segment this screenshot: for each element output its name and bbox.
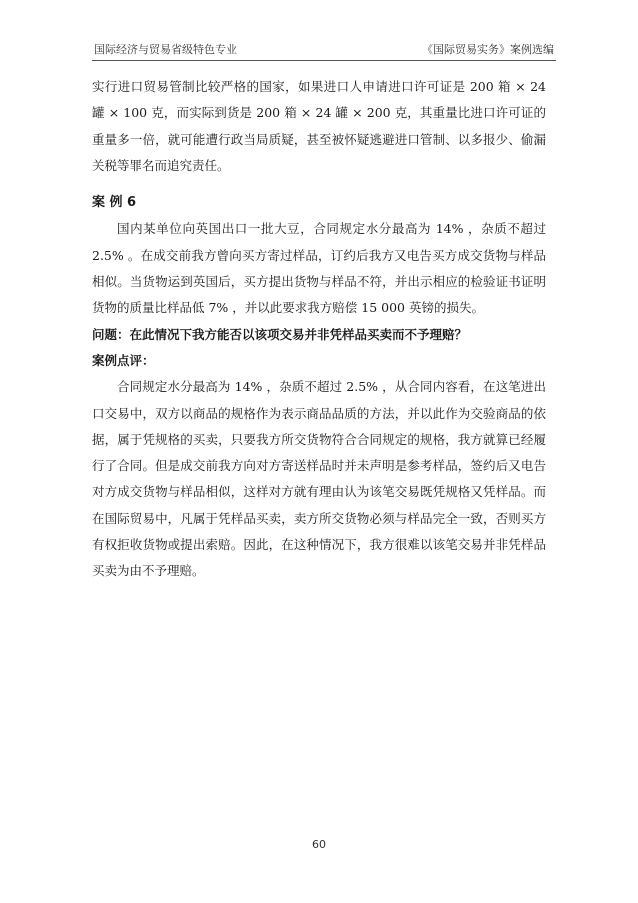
case-review-label: 案例点评： xyxy=(92,352,155,368)
case-question: 问题：在此情况下我方能否以该项交易并非凭样品买卖而不予理赔？ xyxy=(92,326,468,342)
header-divider xyxy=(92,60,556,61)
header-left-text: 国际经济与贸易省级特色专业 xyxy=(94,43,237,56)
case-body: 国内某单位向英国出口一批大豆，合同规定水分最高为 14% ，杂质不超过 2.5% 。在成交前我方曾向买方寄过样品，订约后我方又电告买方成交货物与样品相似。当货物运到英国后，买方提出货物与样品不符，并出示相应的检验证书证明货物的质量比样品低 7% ，并以此要求我方赔偿 15 000 英镑的损失。 xyxy=(92,221,546,316)
intro-paragraph: 实行进口贸易管制比较严格的国家，如果进口人申请进口许可证是 200 箱 × 24 罐 × 100 克，而实际到货是 200 箱 × 24 罐 × 200 克，其重量比进口许可证的重量多一倍，就可能遭行政当局质疑，甚至被怀疑逃避进口管制、以多报少、偷漏关税等罪名而追究责任。 xyxy=(92,79,546,173)
page-number: 60 xyxy=(312,838,326,851)
case-title: 案 例 6 xyxy=(92,195,137,211)
page-body xyxy=(92,74,546,585)
page-header xyxy=(92,41,556,59)
header-right-text: 《国际贸易实务》案例选编 xyxy=(422,43,554,56)
case-review-body: 合同规定水分最高为 14% ，杂质不超过 2.5% ，从合同内容看，在这笔进出口交易中，双方以商品的规格作为表示商品品质的方法，并以此作为交验商品的依据，属于凭规格的买卖，只要我方所交货物符合合同规定的规格，我方就算已经履行了合同。但是成交前我方向对方寄送样品时并未声明是参考样品，签约后又电告对方成交货物与样品相似，这样对方就有理由认为该笔交易既凭规格又凭样品。而在国际贸易中，凡属于凭样品买卖，卖方所交货物必须与样品完全一致，否则买方有权拒收货物或提出索赔。因此，在这种情况下，我方很难以该笔交易并非凭样品买卖为由不予理赔。 xyxy=(92,379,546,579)
